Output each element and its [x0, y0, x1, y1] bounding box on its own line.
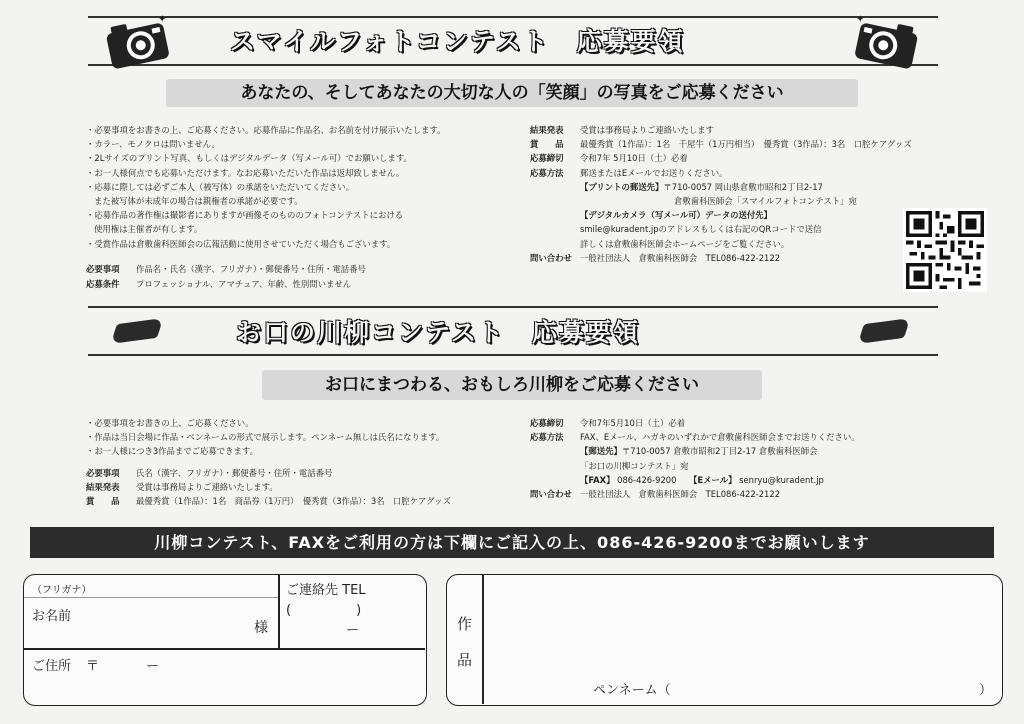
work-entry-box: [446, 574, 1003, 706]
photo-bullet-list: [86, 123, 445, 251]
photo-conditions-value: プロフェッショナル、アマチュア、年齢、性別問いません: [136, 279, 352, 289]
header-bottom-rule: [88, 64, 938, 66]
work-label-1: 作: [457, 615, 473, 633]
senryu-email-value[interactable]: senryu@kuradent.jp: [739, 474, 824, 485]
qr-code[interactable]: [903, 208, 987, 292]
photo-print-dest-value2: 倉敷歯科医師会「スマイルフォトコンテスト」宛: [674, 196, 857, 207]
list-item: ・ 作品は当日会場に作品・ペンネームの形式で展示します。ペンネーム無しは氏名になります。: [86, 430, 444, 444]
fax-banner: 川柳コンテスト、FAXをご利用の方は下欄にご記入の上、086-426-9200までお願いします: [30, 527, 994, 558]
list-item: ・ 応募に際しては必ずご本人（被写体）の承諾をいただいてください。: [86, 180, 445, 194]
photo-prize-label: 賞 品: [530, 139, 564, 150]
photo-method-label: 応募方法: [530, 167, 564, 178]
photo-contact-value: 一般社団法人 倉敷歯科医師会 TEL086-422-2122: [580, 252, 781, 263]
divider: [482, 575, 484, 704]
photo-announce-label: 結果発表: [530, 125, 564, 135]
senryu-left-details: [86, 466, 451, 509]
name-label: お名前: [32, 609, 72, 624]
senryu-contact-label: 問い合わせ: [530, 489, 572, 500]
photo-deadline-label: 応募締切: [530, 153, 564, 164]
senryu-email-label: 【Eメール】: [693, 474, 737, 485]
photo-title: スマイルフォトコンテスト 応募要領: [230, 27, 685, 56]
senryu-prize-value: 最優秀賞（1作品）：1名 商品券（1万円） 優秀賞（3作品）：3名 口腔ケアグッズ: [136, 496, 451, 507]
postal-code-dash: ー: [146, 659, 160, 674]
header-bottom-rule: [88, 354, 938, 356]
photo-digital-label: 【デジタルカメラ（写メール可）データの送付先】: [580, 210, 772, 221]
senryu-fax-value: 086-426-9200: [617, 474, 677, 485]
photo-announce-value: 受賞は事務局よりご連絡いたします: [580, 125, 714, 135]
photo-required-value: 作品名・氏名（漢字、フリガナ）・郵便番号・住所・電話番号: [136, 264, 366, 274]
senryu-announce-value: 受賞は事務局よりご連絡いたします。: [136, 482, 278, 493]
list-item: ・ カラー、モノクロは問いません。: [86, 137, 445, 151]
senryu-mail-value: 〒710-0057 倉敷市昭和2丁目2-17 倉敷歯科医師会: [621, 446, 818, 457]
photo-deadline-value: 令和7年 5月10日（土）必着: [580, 153, 688, 164]
list-item: ・ 必要事項をお書きの上、ご応募ください。: [86, 416, 444, 430]
senryu-required-value: 氏名（漢字、フリガナ）・郵便番号・住所・電話番号: [136, 468, 333, 478]
brush-stroke-icon: [111, 318, 164, 344]
senryu-contact-value: 一般社団法人 倉敷歯科医師会 TEL086-422-2122: [580, 489, 781, 500]
senryu-required-label: 必要事項: [86, 468, 120, 478]
penname-close: ）: [979, 683, 993, 698]
address-field[interactable]: [86, 673, 416, 701]
penname-field[interactable]: [683, 675, 973, 699]
contact-tel-label: ご連絡先 TEL: [286, 583, 366, 598]
camera-icon: [98, 12, 176, 72]
penname-label: ペンネーム（: [593, 683, 671, 698]
applicant-info-box: [23, 574, 427, 706]
tel-area-field[interactable]: ( ): [286, 603, 362, 618]
photo-right-column: [530, 123, 912, 265]
senryu-method-value: FAX、Eメール、ハガキのいずれかで倉敷歯科医師会までお送りください。: [580, 432, 860, 443]
photo-conditions-label: 応募条件: [86, 279, 120, 289]
list-item: ・ 必要事項をお書きの上、ご応募ください。応募作品に作品名、お名前を付け展示いたします。: [86, 123, 445, 137]
sama-label: 様: [254, 620, 268, 636]
senryu-title: お口の川柳コンテスト 応募要領: [236, 318, 641, 347]
postal-code-field[interactable]: 〒: [86, 659, 100, 674]
senryu-subtitle: お口にまつわる、おもしろ川柳をご応募ください: [262, 370, 762, 400]
senryu-deadline-value: 令和7年5月10日（土）必着: [580, 418, 686, 428]
photo-digital-value: smile@kuradent.jpのアドレスもしくは右記のQRコードで送信: [580, 224, 822, 235]
senryu-method-label: 応募方法: [530, 432, 564, 443]
senryu-mail-label: 【郵送先】: [580, 446, 622, 457]
senryu-fax-label: 【FAX】: [580, 474, 615, 485]
work-text-field[interactable]: [487, 581, 995, 673]
work-label-2: 品: [457, 651, 473, 669]
senryu-prize-label: 賞 品: [86, 496, 120, 507]
divider: [24, 597, 278, 598]
svg-text:✦: ✦: [856, 14, 865, 25]
name-field[interactable]: [94, 601, 254, 641]
list-item: 使用権は主催者が有します。: [94, 224, 203, 235]
address-label: ご住所: [32, 659, 72, 674]
list-item: ・ 2Lサイズのプリント写真、もしくはデジタルデータ（写メール可）でお願いします。: [86, 151, 445, 165]
list-item: ・ お一人様何点でも応募いただけます。なお応募いただいた作品は返却致しません。: [86, 166, 445, 180]
tel-number-field[interactable]: ー: [346, 623, 360, 638]
divider: [278, 575, 280, 648]
senryu-mail-value2: 「お口の川柳コンテスト」宛: [580, 460, 689, 471]
furigana-label: （フリガナ）: [32, 585, 92, 596]
camera-icon: [848, 12, 926, 72]
photo-subtitle: あなたの、そしてあなたの大切な人の「笑顔」の写真をご応募ください: [166, 79, 858, 107]
svg-text:✦: ✦: [158, 14, 167, 25]
senryu-bullet-list: [86, 416, 444, 459]
photo-print-dest-label: 【プリントの郵送先】: [580, 181, 664, 192]
list-item: また被写体が未成年の場合は親権者の承諾が必要です。: [94, 196, 303, 207]
senryu-deadline-label: 応募締切: [530, 418, 564, 428]
photo-print-dest-value: 〒710-0057 岡山県倉敷市昭和2丁目2-17: [663, 181, 823, 192]
header-top-rule: [88, 306, 938, 308]
photo-contact-label: 問い合わせ: [530, 252, 572, 263]
header-top-rule: [88, 16, 938, 18]
list-item: ・ お一人様につき3作品までご応募できます。: [86, 444, 444, 458]
list-item: ・ 受賞作品は倉敷歯科医師会の広報活動に使用させていただく場合もございます。: [86, 237, 445, 251]
brush-stroke-icon: [858, 318, 911, 344]
photo-method-value: 郵送またはEメールでお送りください。: [580, 167, 728, 178]
list-item: ・ 応募作品の著作権は撮影者にありますが画像そのもののフォトコンテストにおける: [86, 208, 445, 222]
photo-prize-value: 最優秀賞（1作品）：1名 千屋牛（1万円相当） 優秀賞（3作品）：3名 口腔ケアグッズ: [580, 139, 912, 150]
senryu-right-column: [530, 416, 860, 501]
photo-required-label: 必要事項: [86, 264, 120, 274]
divider: [24, 648, 425, 650]
qr-code-icon: [906, 211, 984, 289]
photo-required-row: [86, 262, 366, 276]
photo-digital-value2: 詳しくは倉敷歯科医師会ホームページをご覧ください。: [580, 238, 790, 249]
senryu-announce-label: 結果発表: [86, 482, 120, 493]
photo-conditions-row: [86, 277, 351, 291]
